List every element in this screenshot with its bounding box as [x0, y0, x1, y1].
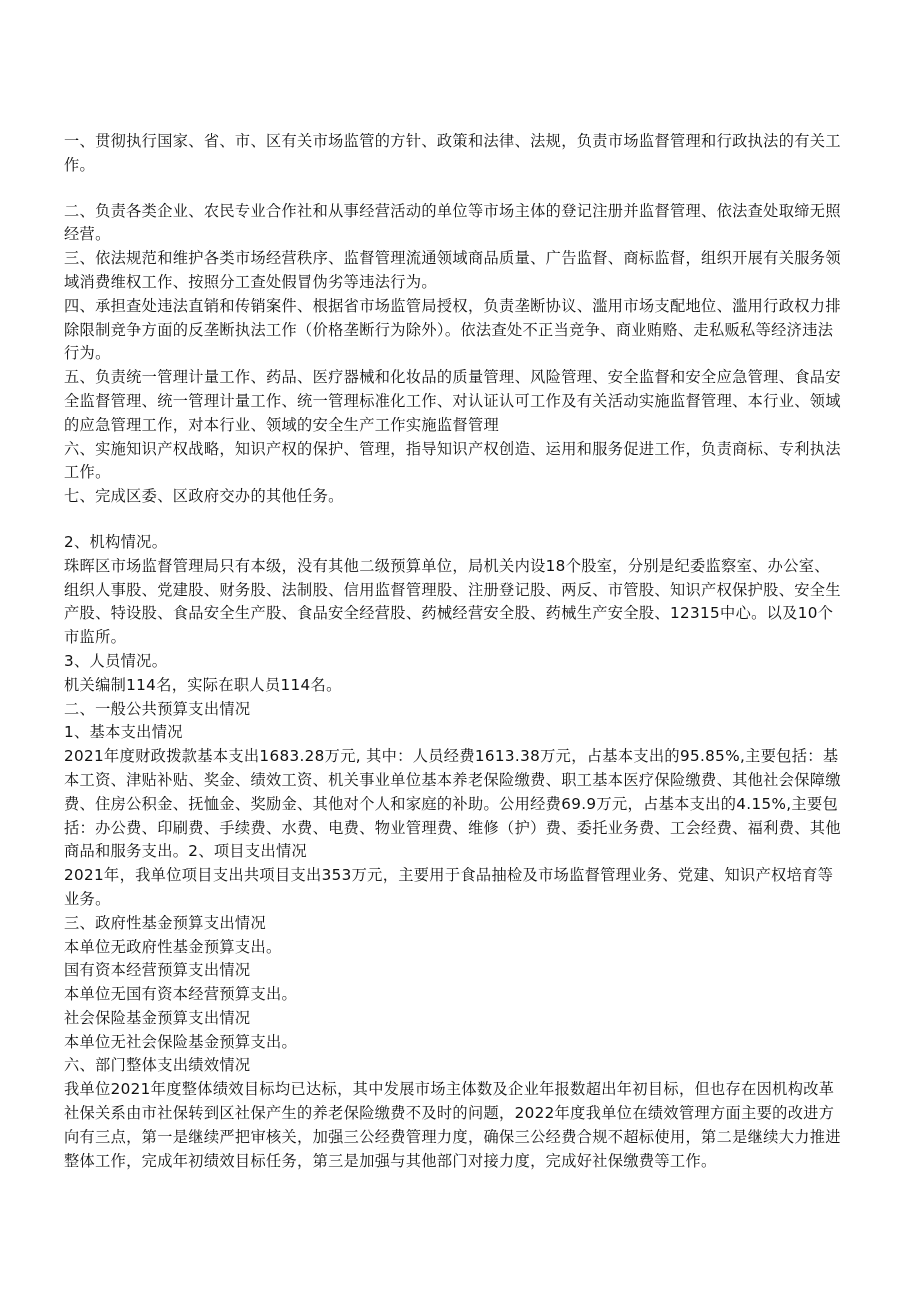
duty-7: 七、完成区委、区政府交办的其他任务。 [64, 487, 344, 506]
social-insurance-body: 本单位无社会保险基金预算支出。 [64, 1032, 298, 1051]
duty-4: 四、承担查处违法直销和传销案件、根据省市场监管局授权，负责垄断协议、滥用市场支配地位、滥用行政权力排除限制竞争方面的反垄断执法工作（价格垄断行为除外）。依法查处不正当竞争、商业贿赂、走私贩私等经济违法行为。 [64, 296, 841, 363]
duty-6: 六、实施知识产权战略，知识产权的保护、管理，指导知识产权创造、运用和服务促进工作，负责商标、专利执法工作。 [64, 439, 841, 482]
org-body: 珠晖区市场监督管理局只有本级，没有其他二级预算单位，局机关内设18个股室，分别是纪委监察室、办公室、组织人事股、党建股、财务股、法制股、信用监督管理股、注册登记股、两反、市管股、知识产权保护股、安全生产股、特设股、食品安全生产股、食品安全经营股、药械经营安全股、药械生产安全股、12315中心。以及10个市监所。 [64, 556, 841, 647]
fund-budget-heading: 三、政府性基金预算支出情况 [64, 913, 266, 932]
duty-2: 二、负责各类企业、农民专业合作社和从事经营活动的单位等市场主体的登记注册并监督管理、依法查处取缔无照经营。 [64, 201, 841, 244]
basic-expense-body: 2021年度财政拨款基本支出1683.28万元, 其中：人员经费1613.38万元，占基本支出的95.85%,主要包括：基本工资、津贴补贴、奖金、绩效工资、机关事业单位基本养老保险缴费、职工基本医疗保险缴费、其他社会保障缴费、住房公积金、抚恤金、奖励金、其他对个人和家庭的补助。公用经费69.9万元，占基本支出的4.15%,主要包括：办公费、印刷费、手续费、水费、电费、物业管理费、维修（护）费、委托业务费、工会经费、福利费、其他商品和服务支出。2、项目支出情况 [64, 747, 841, 861]
performance-body: 我单位2021年度整体绩效目标均已达标，其中发展市场主体数及企业年报数超出年初目标，但也存在因机构改革社保关系由市社保转到区社保产生的养老保险缴费不及时的问题，2022年度我单位在绩效管理方面主要的改进方向有三点，第一是继续严把审核关，加强三公经费管理力度，确保三公经费合规不超标使用，第二是继续大力推进整体工作，完成年初绩效目标任务，第三是加强与其他部门对接力度，完成好社保缴费等工作。 [64, 1080, 841, 1170]
staff-body: 机关编制114名，实际在职人员114名。 [64, 675, 342, 694]
fund-budget-body: 本单位无政府性基金预算支出。 [64, 937, 282, 956]
state-capital-body: 本单位无国有资本经营预算支出。 [64, 985, 298, 1004]
org-heading: 2、机构情况。 [64, 532, 168, 551]
document-page [64, 0, 844, 1173]
general-budget-heading: 二、一般公共预算支出情况 [64, 699, 251, 718]
staff-heading: 3、人员情况。 [64, 651, 168, 670]
basic-expense-heading: 1、基本支出情况 [64, 723, 183, 742]
duty-5: 五、负责统一管理计量工作、药品、医疗器械和化妆品的质量管理、风险管理、安全监督和安全应急管理、食品安全监督管理、统一管理计量工作、统一管理标准化工作、对认证认可工作及有关活动实施监督管理、本行业、领域的应急管理工作，对本行业、领域的安全生产工作实施监督管理 [64, 368, 841, 434]
state-capital-heading: 国有资本经营预算支出情况 [64, 961, 251, 980]
performance-heading: 六、部门整体支出绩效情况 [64, 1056, 251, 1075]
project-expense-body: 2021年，我单位项目支出共项目支出353万元，主要用于食品抽检及市场监督管理业务、党建、知识产权培育等业务。 [64, 866, 834, 908]
duty-1: 一、贯彻执行国家、省、市、区有关市场监管的方针、政策和法律、法规，负责市场监督管理和行政执法的有关工作。 [64, 132, 841, 174]
social-insurance-heading: 社会保险基金预算支出情况 [64, 1008, 251, 1027]
duty-3: 三、依法规范和维护各类市场经营秩序、监督管理流通领域商品质量、广告监督、商标监督，组织开展有关服务领域消费维权工作、按照分工查处假冒伪劣等违法行为。 [64, 249, 841, 291]
